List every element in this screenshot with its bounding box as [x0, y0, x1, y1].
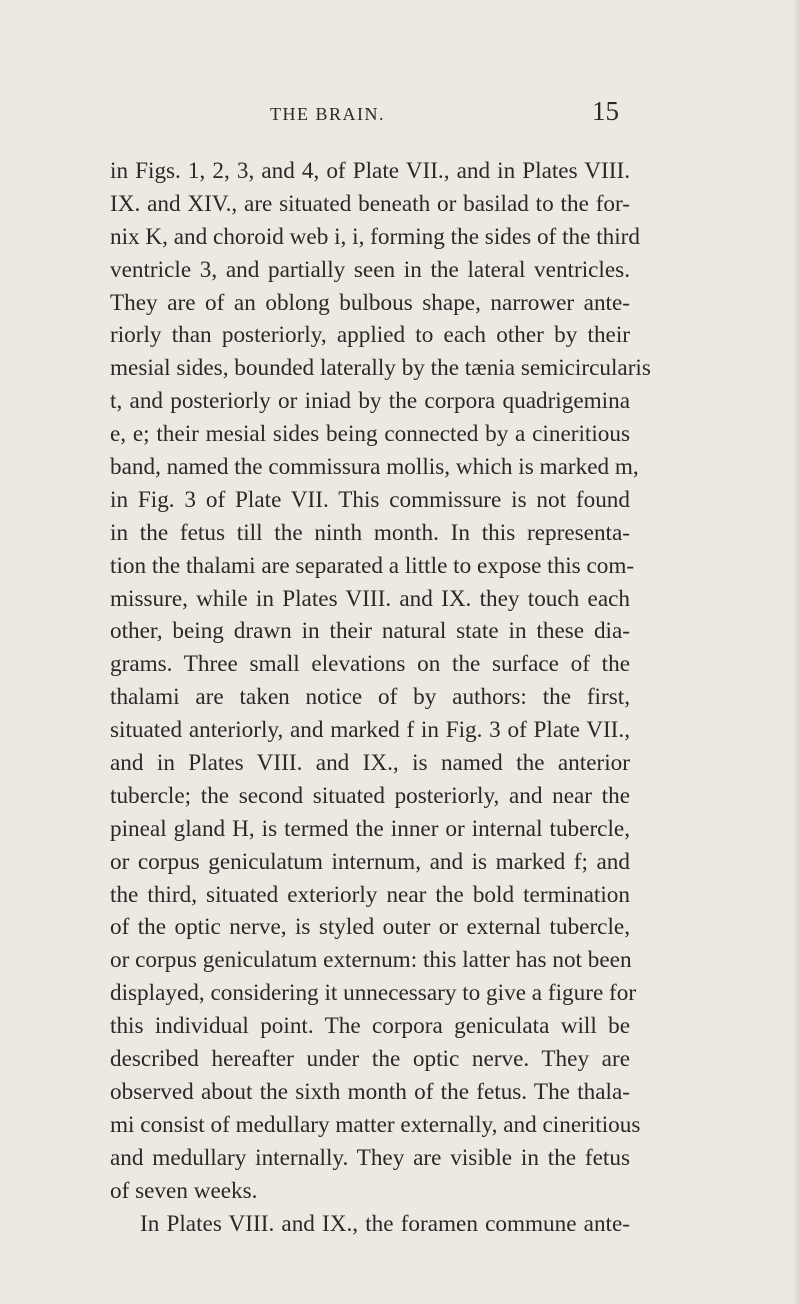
text-line: tion the thalami are separated a little to expose this com-	[110, 552, 635, 579]
text-line: in the fetus till the ninth month. In this representa-	[110, 519, 630, 546]
text-line: and medullary internally. They are visible in the fetus	[110, 1144, 630, 1171]
text-line: observed about the sixth month of the fetus. The thala-	[110, 1078, 630, 1105]
text-line: in Figs. 1, 2, 3, and 4, of Plate VII., and in Plates VIII.	[110, 158, 630, 184]
page-number: 15	[592, 96, 619, 126]
text-line: the third, situated exteriorly near the bold termination	[110, 881, 630, 908]
text-line: described hereafter under the optic nerve. They are	[110, 1046, 630, 1073]
text-line: this individual point. The corpora geniculata will be	[110, 1013, 630, 1040]
page-edge-shadow	[792, 0, 800, 1304]
text-line: grams. Three small elevations on the surface of the	[110, 651, 630, 678]
text-line: of seven weeks.	[110, 1177, 258, 1204]
text-line: riorly than posteriorly, applied to each other by their	[110, 322, 630, 349]
text-line: IX. and XIV., are situated beneath or basilad to the for-	[110, 190, 630, 217]
text-line: pineal gland H, is termed the inner or internal tubercle,	[110, 815, 630, 842]
text-line: tubercle; the second situated posteriorly, and near the	[110, 782, 630, 809]
text-line: of the optic nerve, is styled outer or external tubercle,	[110, 914, 630, 941]
text-line: ventricle 3, and partially seen in the lateral ventricles.	[110, 256, 630, 283]
text-line: t, and posteriorly or iniad by the corpora quadrigemina	[110, 388, 630, 415]
text-line: or corpus geniculatum externum: this latter has not been	[110, 947, 632, 974]
text-line: mesial sides, bounded laterally by the tænia semicircularis	[110, 355, 651, 382]
text-line: or corpus geniculatum internum, and is marked f; and	[110, 848, 630, 875]
text-line: other, being drawn in their natural state in these dia-	[110, 618, 630, 645]
page-header	[0, 96, 800, 136]
text-line: mi consist of medullary matter externally, and cineritious	[110, 1111, 641, 1138]
body-text	[110, 155, 651, 1240]
text-line: and in Plates VIII. and IX., is named the anterior	[110, 750, 630, 777]
text-line: In Plates VIII. and IX., the foramen commune ante-	[140, 1210, 630, 1237]
text-line: band, named the commissura mollis, which is marked m,	[110, 454, 639, 481]
text-line: situated anteriorly, and marked f in Fig. 3 of Plate VII.,	[110, 717, 630, 744]
text-line: in Fig. 3 of Plate VII. This commissure is not found	[110, 486, 630, 513]
text-line: nix K, and choroid web i, i, forming the sides of the third	[110, 223, 640, 250]
text-line: missure, while in Plates VIII. and IX. they touch each	[110, 585, 630, 612]
text-line: displayed, considering it unnecessary to give a figure for	[110, 980, 637, 1007]
text-line: They are of an oblong bulbous shape, narrower ante-	[110, 289, 630, 316]
text-line: thalami are taken notice of by authors: the first,	[110, 684, 630, 711]
text-line: e, e; their mesial sides being connected by a cineritious	[110, 421, 630, 448]
running-head: THE BRAIN.	[270, 104, 385, 124]
